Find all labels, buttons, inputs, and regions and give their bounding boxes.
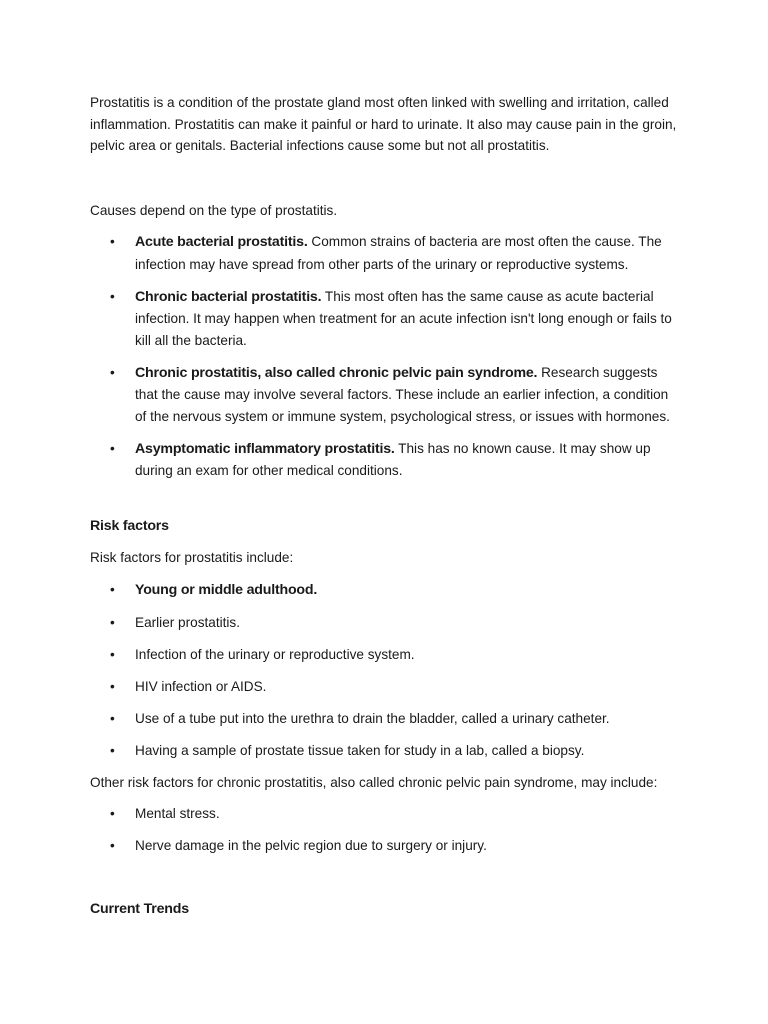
list-item-text: Nerve damage in the pelvic region due to surgery or injury. <box>135 838 487 853</box>
chronic-risk-lead: Other risk factors for chronic prostatitis, also called chronic pelvic pain syndrome, may include: <box>90 774 658 790</box>
list-item <box>90 362 680 428</box>
list-item-text: Research suggests that the cause may involve several factors. These include an earlier infection, a condition of the nervous system or immune system, psychological stress, or issues with hormones. <box>135 364 670 424</box>
list-item-text: Having a sample of prostate tissue taken for study in a lab, called a biopsy. <box>135 742 585 758</box>
list-item-term: Chronic bacterial prostatitis. <box>135 288 322 305</box>
list-item-term: Chronic prostatitis, also called chronic pelvic pain syndrome. <box>135 364 538 381</box>
list-item-text: This most often has the same cause as acute bacterial infection. It may happen when treatment for an acute infection isn't long enough or fails to kill all the bacteria. <box>135 288 672 348</box>
list-item-text: Common strains of bacteria are most often the cause. The infection may have spread from other parts of the urinary or reproductive systems. <box>135 234 662 272</box>
list-item-text: This has no known cause. It may show up during an exam for other medical conditions. <box>135 440 651 478</box>
list-item <box>90 676 680 698</box>
list-item-text: Mental stress. <box>135 806 220 821</box>
list-item <box>90 835 680 857</box>
list-item-term: Asymptomatic inflammatory prostatitis. <box>135 440 395 457</box>
list-item <box>90 231 680 275</box>
causes-lead: Causes depend on the type of prostatitis. <box>90 202 338 218</box>
document-page <box>90 92 680 930</box>
list-item-term: Acute bacterial prostatitis. <box>135 234 308 250</box>
list-item-text: Earlier prostatitis. <box>135 614 241 630</box>
chronic-risk-list <box>90 803 680 857</box>
list-item-term: Young or middle adulthood. <box>135 581 318 598</box>
list-item-text: Infection of the urinary or reproductive system. <box>135 646 415 662</box>
intro-paragraph: Prostatitis is a condition of the prostate gland most often linked with swelling and irritation, called inflammation. Prostatitis can make it painful or hard to urinate. It also may cause pain in the groin, pelvic area or genitals. Bacterial infections cause some but not all prostatitis. <box>90 95 677 153</box>
list-item <box>90 286 680 352</box>
risk-factors-heading: Risk factors <box>90 517 169 534</box>
risk-factors-lead: Risk factors for prostatitis include: <box>90 550 294 565</box>
list-item-text: Use of a tube put into the urethra to drain the bladder, called a urinary catheter. <box>135 710 610 726</box>
list-item <box>90 708 680 730</box>
list-item <box>90 740 680 762</box>
list-item <box>90 612 680 634</box>
list-item <box>90 803 680 825</box>
causes-list <box>90 231 680 482</box>
current-trends-heading: Current Trends <box>90 900 189 917</box>
list-item-text: HIV infection or AIDS. <box>135 678 267 694</box>
list-item <box>90 438 680 482</box>
list-item <box>90 579 680 602</box>
list-item <box>90 644 680 666</box>
risk-factors-list <box>90 579 680 762</box>
